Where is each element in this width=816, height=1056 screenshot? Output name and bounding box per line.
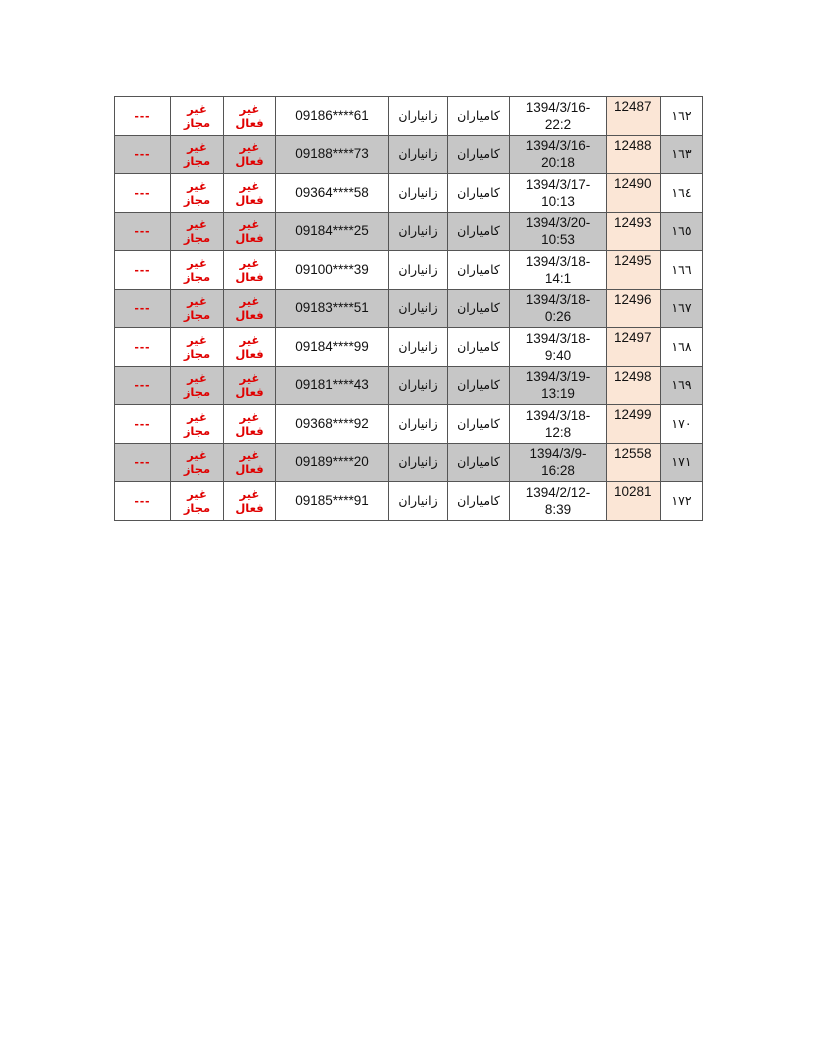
- id-cell: 12497: [607, 328, 661, 367]
- status-cell: [224, 405, 276, 444]
- status-line-2: فعال: [235, 231, 264, 246]
- date-cell: [510, 212, 607, 251]
- status-line-2: فعال: [235, 385, 264, 400]
- region-cell: زانیاران: [389, 405, 448, 444]
- phone-cell: 09185****91: [276, 482, 389, 521]
- permission-cell: [171, 328, 224, 367]
- region-cell: زانیاران: [389, 443, 448, 482]
- permission-cell: [171, 174, 224, 213]
- extra-cell: ---: [115, 135, 171, 174]
- records-table: [114, 96, 703, 521]
- date-cell: [510, 328, 607, 367]
- id-cell: 12493: [607, 212, 661, 251]
- date-line: 1394/3/17-: [525, 176, 591, 192]
- city-cell: کامیاران: [448, 443, 510, 482]
- phone-cell: 09364****58: [276, 174, 389, 213]
- city-cell: کامیاران: [448, 97, 510, 136]
- table-row: [115, 97, 703, 136]
- status-line-1: غیر: [239, 217, 260, 232]
- table-row: [115, 366, 703, 405]
- permission-line-1: غیر: [187, 178, 207, 193]
- region-cell: زانیاران: [389, 482, 448, 521]
- status-cell: [224, 289, 276, 328]
- phone-cell: 09189****20: [276, 443, 389, 482]
- permission-line-1: غیر: [187, 101, 207, 116]
- id-cell: 12487: [607, 97, 661, 136]
- region-cell: زانیاران: [389, 174, 448, 213]
- status-cell: [224, 366, 276, 405]
- status-line-1: غیر: [239, 448, 260, 463]
- permission-line-2: مجاز: [183, 192, 211, 207]
- permission-line-1: غیر: [187, 409, 207, 424]
- permission-line-2: مجاز: [183, 154, 211, 169]
- time-line: 0:26: [544, 309, 572, 325]
- row-index-cell: ١٧١: [661, 443, 703, 482]
- permission-line-2: مجاز: [183, 231, 211, 246]
- date-line: 1394/3/20-: [525, 215, 591, 231]
- permission-cell: [171, 366, 224, 405]
- region-cell: زانیاران: [389, 289, 448, 328]
- permission-line-1: غیر: [187, 140, 207, 155]
- time-line: 10:53: [541, 232, 575, 248]
- permission-cell: [171, 482, 224, 521]
- row-index-cell: ١٦٦: [661, 251, 703, 290]
- status-line-2: فعال: [235, 462, 264, 477]
- status-line-2: فعال: [235, 500, 264, 515]
- row-index-cell: ١٦٢: [661, 97, 703, 136]
- city-cell: کامیاران: [448, 366, 510, 405]
- phone-cell: 09183****51: [276, 289, 389, 328]
- date-cell: [510, 135, 607, 174]
- permission-cell: [171, 405, 224, 444]
- date-line: 1394/3/16-: [525, 138, 591, 154]
- time-line: 13:19: [541, 386, 575, 402]
- id-cell: 12495: [607, 251, 661, 290]
- phone-cell: 09100****39: [276, 251, 389, 290]
- time-line: 12:8: [544, 424, 572, 440]
- permission-cell: [171, 212, 224, 251]
- extra-cell: ---: [115, 174, 171, 213]
- date-line: 1394/3/16-: [525, 99, 591, 115]
- permission-line-2: مجاز: [183, 385, 211, 400]
- table-row: [115, 443, 703, 482]
- status-line-2: فعال: [235, 308, 264, 323]
- permission-line-2: مجاز: [183, 462, 211, 477]
- time-line: 9:40: [544, 347, 572, 363]
- id-cell: 12490: [607, 174, 661, 213]
- phone-cell: 09184****25: [276, 212, 389, 251]
- status-line-2: فعال: [235, 346, 264, 361]
- status-line-1: غیر: [239, 371, 260, 386]
- status-line-1: غیر: [239, 294, 260, 309]
- time-line: 20:18: [541, 155, 575, 171]
- id-cell: 12496: [607, 289, 661, 328]
- date-line: 1394/2/12-: [525, 484, 591, 500]
- status-line-1: غیر: [239, 140, 260, 155]
- extra-cell: ---: [115, 443, 171, 482]
- table-body: [115, 97, 703, 521]
- date-cell: [510, 174, 607, 213]
- permission-line-2: مجاز: [183, 269, 211, 284]
- row-index-cell: ١٦٨: [661, 328, 703, 367]
- date-cell: [510, 405, 607, 444]
- status-line-1: غیر: [239, 255, 260, 270]
- permission-cell: [171, 443, 224, 482]
- date-line: 1394/3/18-: [525, 330, 591, 346]
- extra-cell: ---: [115, 251, 171, 290]
- table-row: [115, 135, 703, 174]
- row-index-cell: ١٧٠: [661, 405, 703, 444]
- region-cell: زانیاران: [389, 251, 448, 290]
- row-index-cell: ١٦٧: [661, 289, 703, 328]
- status-line-2: فعال: [235, 115, 264, 130]
- time-line: 16:28: [541, 463, 575, 479]
- extra-cell: ---: [115, 212, 171, 251]
- time-line: 22:2: [544, 116, 572, 132]
- status-cell: [224, 97, 276, 136]
- status-line-1: غیر: [239, 409, 260, 424]
- date-cell: [510, 97, 607, 136]
- date-line: 1394/3/18-: [525, 292, 591, 308]
- phone-cell: 09181****43: [276, 366, 389, 405]
- permission-line-1: غیر: [187, 486, 207, 501]
- status-line-2: فعال: [235, 423, 264, 438]
- status-line-1: غیر: [239, 178, 260, 193]
- permission-line-2: مجاز: [183, 115, 211, 130]
- table-row: [115, 328, 703, 367]
- region-cell: زانیاران: [389, 366, 448, 405]
- region-cell: زانیاران: [389, 135, 448, 174]
- id-cell: 12488: [607, 135, 661, 174]
- date-line: 1394/3/9-: [529, 446, 587, 462]
- extra-cell: ---: [115, 328, 171, 367]
- date-cell: [510, 289, 607, 328]
- city-cell: کامیاران: [448, 328, 510, 367]
- row-index-cell: ١٦٣: [661, 135, 703, 174]
- date-cell: [510, 443, 607, 482]
- extra-cell: ---: [115, 366, 171, 405]
- id-cell: 10281: [607, 482, 661, 521]
- permission-line-1: غیر: [187, 294, 207, 309]
- status-line-2: فعال: [235, 154, 264, 169]
- region-cell: زانیاران: [389, 328, 448, 367]
- row-index-cell: ١٦٥: [661, 212, 703, 251]
- phone-cell: 09186****61: [276, 97, 389, 136]
- table-row: [115, 212, 703, 251]
- status-cell: [224, 174, 276, 213]
- permission-line-1: غیر: [187, 255, 207, 270]
- permission-line-2: مجاز: [183, 308, 211, 323]
- phone-cell: 09188****73: [276, 135, 389, 174]
- status-line-2: فعال: [235, 192, 264, 207]
- table-row: [115, 251, 703, 290]
- permission-cell: [171, 289, 224, 328]
- status-cell: [224, 482, 276, 521]
- id-cell: 12498: [607, 366, 661, 405]
- date-line: 1394/3/18-: [525, 407, 591, 423]
- city-cell: کامیاران: [448, 405, 510, 444]
- id-cell: 12558: [607, 443, 661, 482]
- status-line-1: غیر: [239, 332, 260, 347]
- date-line: 1394/3/18-: [525, 253, 591, 269]
- time-line: 14:1: [544, 270, 572, 286]
- permission-line-1: غیر: [187, 448, 207, 463]
- status-line-1: غیر: [239, 101, 260, 116]
- city-cell: کامیاران: [448, 482, 510, 521]
- status-cell: [224, 212, 276, 251]
- status-line-2: فعال: [235, 269, 264, 284]
- permission-line-1: غیر: [187, 371, 207, 386]
- table-row: [115, 482, 703, 521]
- permission-line-1: غیر: [187, 332, 207, 347]
- table-row: [115, 174, 703, 213]
- row-index-cell: ١٦٩: [661, 366, 703, 405]
- permission-line-2: مجاز: [183, 500, 211, 515]
- status-cell: [224, 135, 276, 174]
- date-line: 1394/3/19-: [525, 369, 591, 385]
- region-cell: زانیاران: [389, 212, 448, 251]
- phone-cell: 09368****92: [276, 405, 389, 444]
- table-row: [115, 289, 703, 328]
- date-cell: [510, 251, 607, 290]
- permission-cell: [171, 251, 224, 290]
- extra-cell: ---: [115, 289, 171, 328]
- extra-cell: ---: [115, 97, 171, 136]
- date-cell: [510, 366, 607, 405]
- permission-cell: [171, 135, 224, 174]
- phone-cell: 09184****99: [276, 328, 389, 367]
- row-index-cell: ١٧٢: [661, 482, 703, 521]
- time-line: 10:13: [541, 193, 575, 209]
- table-row: [115, 405, 703, 444]
- permission-line-2: مجاز: [183, 423, 211, 438]
- city-cell: کامیاران: [448, 289, 510, 328]
- permission-line-1: غیر: [187, 217, 207, 232]
- date-cell: [510, 482, 607, 521]
- region-cell: زانیاران: [389, 97, 448, 136]
- time-line: 8:39: [544, 501, 572, 517]
- city-cell: کامیاران: [448, 251, 510, 290]
- city-cell: کامیاران: [448, 212, 510, 251]
- status-cell: [224, 251, 276, 290]
- row-index-cell: ١٦٤: [661, 174, 703, 213]
- city-cell: کامیاران: [448, 135, 510, 174]
- extra-cell: ---: [115, 482, 171, 521]
- extra-cell: ---: [115, 405, 171, 444]
- permission-cell: [171, 97, 224, 136]
- city-cell: کامیاران: [448, 174, 510, 213]
- status-cell: [224, 443, 276, 482]
- id-cell: 12499: [607, 405, 661, 444]
- status-cell: [224, 328, 276, 367]
- permission-line-2: مجاز: [183, 346, 211, 361]
- status-line-1: غیر: [239, 486, 260, 501]
